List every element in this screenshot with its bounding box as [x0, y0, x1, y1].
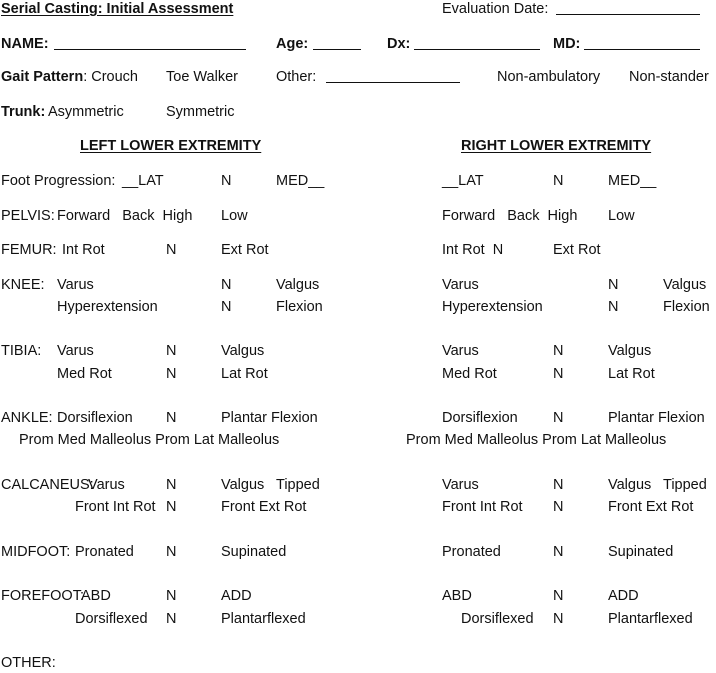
left-knee-varus-option[interactable]: Varus: [57, 277, 94, 293]
left-tibia-n-option[interactable]: N: [166, 343, 177, 359]
foot-progression-label: Foot Progression:: [1, 173, 116, 189]
left-ankle-n-option[interactable]: N: [166, 410, 177, 426]
left-pelvis-options[interactable]: Forward Back High: [57, 208, 193, 224]
left-calcaneus-front-ext-rot-option[interactable]: Front Ext Rot: [221, 499, 307, 515]
left-midfoot-supinated-option[interactable]: Supinated: [221, 544, 287, 560]
left-knee-flexion-option[interactable]: Flexion: [276, 299, 323, 315]
gait-crouch-option[interactable]: : Crouch: [83, 69, 138, 85]
gait-pattern-row: [1, 70, 138, 85]
left-tibia-med-rot-option[interactable]: Med Rot: [57, 366, 112, 382]
left-ankle-malleolus-options[interactable]: Prom Med Malleolus Prom Lat Malleolus: [19, 432, 280, 448]
left-femur-n-option[interactable]: N: [166, 242, 177, 258]
knee-label: KNEE:: [1, 277, 45, 293]
right-calcaneus-varus-option[interactable]: Varus: [442, 477, 479, 493]
left-forefoot-add-option[interactable]: ADD: [221, 588, 252, 604]
midfoot-label: MIDFOOT:: [1, 544, 71, 560]
pelvis-label: PELVIS:: [1, 208, 55, 224]
right-calcaneus-n-option[interactable]: N: [553, 477, 564, 493]
left-tibia-valgus-option[interactable]: Valgus: [221, 343, 265, 359]
right-forefoot-plantarflexed-option[interactable]: Plantarflexed: [608, 611, 693, 627]
left-ankle-dorsiflexion-option[interactable]: Dorsiflexion: [57, 410, 133, 426]
right-midfoot-supinated-option[interactable]: Supinated: [608, 544, 674, 560]
left-forefoot-plantarflexed-option[interactable]: Plantarflexed: [221, 611, 306, 627]
left-calcaneus-n2-option[interactable]: N: [166, 499, 177, 515]
left-midfoot-n-option[interactable]: N: [166, 544, 177, 560]
right-calcaneus-tipped-option[interactable]: Tipped: [663, 477, 707, 493]
femur-label: FEMUR:: [1, 242, 57, 258]
left-forefoot-n-option[interactable]: N: [166, 588, 177, 604]
right-forefoot-abd-option[interactable]: ABD: [442, 588, 472, 604]
right-knee-valgus-option[interactable]: Valgus: [663, 277, 707, 293]
right-tibia-n-option[interactable]: N: [553, 343, 564, 359]
right-calcaneus-n2-option[interactable]: N: [553, 499, 564, 515]
left-foot-n-option[interactable]: N: [221, 173, 232, 189]
calcaneus-label: CALCANEUS:: [1, 477, 94, 493]
md-label: MD:: [553, 36, 581, 52]
gait-non-ambulatory-option[interactable]: Non-ambulatory: [497, 69, 601, 85]
left-foot-med-option[interactable]: MED__: [276, 173, 325, 189]
right-knee-varus-option[interactable]: Varus: [442, 277, 479, 293]
left-femur-int-rot-option[interactable]: Int Rot: [62, 242, 105, 258]
age-field[interactable]: [313, 49, 361, 50]
right-tibia-valgus-option[interactable]: Valgus: [608, 343, 652, 359]
left-calcaneus-valgus-option[interactable]: Valgus: [221, 477, 265, 493]
form-title: Serial Casting: Initial Assessment: [1, 1, 234, 17]
left-midfoot-pronated-option[interactable]: Pronated: [75, 544, 134, 560]
left-pelvis-low-option[interactable]: Low: [221, 208, 248, 224]
right-foot-med-option[interactable]: MED__: [608, 173, 657, 189]
right-tibia-n2-option[interactable]: N: [553, 366, 564, 382]
right-ankle-plantar-flexion-option[interactable]: Plantar Flexion: [608, 410, 705, 426]
right-knee-n2-option[interactable]: N: [608, 299, 619, 315]
left-ankle-plantar-flexion-option[interactable]: Plantar Flexion: [221, 410, 318, 426]
evaluation-date-label: Evaluation Date:: [442, 1, 549, 17]
trunk-symmetric-option[interactable]: Symmetric: [166, 104, 235, 120]
right-knee-flexion-option[interactable]: Flexion: [663, 299, 710, 315]
right-knee-n-option[interactable]: N: [608, 277, 619, 293]
age-label: Age:: [276, 36, 309, 52]
right-foot-n-option[interactable]: N: [553, 173, 564, 189]
left-lower-extremity-heading: LEFT LOWER EXTREMITY: [80, 138, 262, 154]
right-calcaneus-front-int-rot-option[interactable]: Front Int Rot: [442, 499, 523, 515]
right-forefoot-add-option[interactable]: ADD: [608, 588, 639, 604]
left-foot-lat-option[interactable]: __LAT: [122, 173, 164, 189]
tibia-label: TIBIA:: [1, 343, 42, 359]
right-knee-hyperextension-option[interactable]: Hyperextension: [442, 299, 543, 315]
right-ankle-dorsiflexion-option[interactable]: Dorsiflexion: [442, 410, 518, 426]
left-knee-n-option[interactable]: N: [221, 277, 232, 293]
left-tibia-n2-option[interactable]: N: [166, 366, 177, 382]
right-tibia-med-rot-option[interactable]: Med Rot: [442, 366, 497, 382]
left-forefoot-abd-option[interactable]: ABD: [81, 588, 111, 604]
right-midfoot-n-option[interactable]: N: [553, 544, 564, 560]
ankle-label: ANKLE:: [1, 410, 53, 426]
right-forefoot-dorsiflexed-option[interactable]: Dorsiflexed: [461, 611, 534, 627]
trunk-asymmetric-option[interactable]: Asymmetric: [48, 104, 124, 120]
right-ankle-n-option[interactable]: N: [553, 410, 564, 426]
left-calcaneus-n-option[interactable]: N: [166, 477, 177, 493]
dx-label: Dx:: [387, 36, 411, 52]
right-ankle-malleolus-options[interactable]: Prom Med Malleolus Prom Lat Malleolus: [406, 432, 667, 448]
left-calcaneus-varus-option[interactable]: Varus: [88, 477, 125, 493]
forefoot-label: FOREFOOT:: [1, 588, 84, 604]
right-pelvis-options[interactable]: Forward Back High: [442, 208, 578, 224]
name-field[interactable]: [54, 49, 246, 50]
right-calcaneus-front-ext-rot-option[interactable]: Front Ext Rot: [608, 499, 694, 515]
left-forefoot-n2-option[interactable]: N: [166, 611, 177, 627]
right-femur-ext-rot-option[interactable]: Ext Rot: [553, 242, 601, 258]
trunk-label: Trunk:: [1, 104, 46, 120]
right-calcaneus-valgus-option[interactable]: Valgus: [608, 477, 652, 493]
dx-field[interactable]: [414, 49, 540, 50]
left-calcaneus-tipped-option[interactable]: Tipped: [276, 477, 320, 493]
left-tibia-varus-option[interactable]: Varus: [57, 343, 94, 359]
left-knee-hyperextension-option[interactable]: Hyperextension: [57, 299, 158, 315]
left-knee-valgus-option[interactable]: Valgus: [276, 277, 320, 293]
right-forefoot-n-option[interactable]: N: [553, 588, 564, 604]
gait-toe-walker-option[interactable]: Toe Walker: [166, 69, 238, 85]
left-forefoot-dorsiflexed-option[interactable]: Dorsiflexed: [75, 611, 148, 627]
name-label: NAME:: [1, 36, 49, 52]
right-tibia-lat-rot-option[interactable]: Lat Rot: [608, 366, 655, 382]
right-foot-lat-option[interactable]: __LAT: [442, 173, 484, 189]
left-tibia-lat-rot-option[interactable]: Lat Rot: [221, 366, 268, 382]
gait-non-stander-option[interactable]: Non-stander: [629, 69, 709, 85]
md-field[interactable]: [584, 49, 700, 50]
right-femur-int-rot-option[interactable]: Int Rot N: [442, 242, 504, 258]
other-label: OTHER:: [1, 655, 56, 671]
gait-pattern-label: Gait Pattern: [1, 69, 84, 85]
right-tibia-varus-option[interactable]: Varus: [442, 343, 479, 359]
left-calcaneus-front-int-rot-option[interactable]: Front Int Rot: [75, 499, 156, 515]
evaluation-date-field[interactable]: [556, 14, 700, 15]
right-midfoot-pronated-option[interactable]: Pronated: [442, 544, 501, 560]
right-lower-extremity-heading: RIGHT LOWER EXTREMITY: [461, 138, 652, 154]
right-forefoot-n2-option[interactable]: N: [553, 611, 564, 627]
gait-other-field[interactable]: [326, 82, 460, 83]
gait-other-label: Other:: [276, 69, 317, 85]
left-femur-ext-rot-option[interactable]: Ext Rot: [221, 242, 269, 258]
right-pelvis-low-option[interactable]: Low: [608, 208, 635, 224]
left-knee-n2-option[interactable]: N: [221, 299, 232, 315]
